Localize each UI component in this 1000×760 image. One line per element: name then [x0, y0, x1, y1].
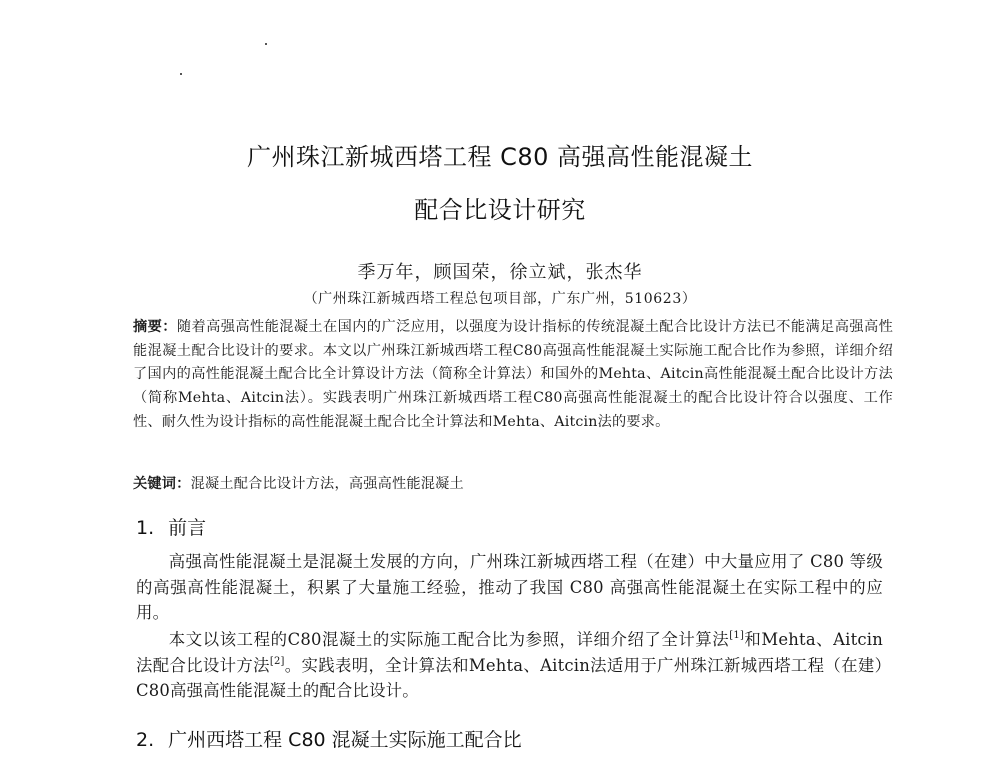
abstract	[133, 316, 893, 435]
section1-number: 1.	[136, 517, 155, 539]
reference-2: [2]	[269, 655, 285, 667]
section2-heading	[136, 725, 522, 752]
para2-text-c: 。实践表明，全计算法和Mehta、Aitcin法适用于广州珠江新城西塔工程（在建）C80高强高性能混凝土的配合比设计。	[136, 655, 883, 700]
abstract-text: 随着高强高性能混凝土在国内的广泛应用，以强度为设计指标的传统混凝土配合比设计方法已不能满足高强高性能混凝土配合比设计的要求。本文以广州珠江新城西塔工程C80高强高性能混凝土实际施工配合比作为参照，详细介绍了国内的高性能混凝土配合比全计算设计方法（简称全计算法）和国外的Mehta、Aitcin高性能混凝土配合比设计方法（简称Mehta、Aitcin法）。实践表明广州珠江新城西塔工程C80高强高性能混凝土的配合比设计符合以强度、工作性、耐久性为设计指标的高性能混凝土配合比全计算法和Mehta、Aitcin法的要求。	[133, 319, 893, 430]
section1-heading	[136, 513, 206, 540]
para2-text-b: 和Mehta、Aitcin法配合比设计方法	[136, 630, 883, 675]
keywords	[133, 473, 893, 493]
section1-paragraph2	[136, 627, 883, 704]
authors: 季万年，顾国荣，徐立斌，张杰华	[357, 262, 643, 283]
affiliation: （广州珠江新城西塔工程总包项目部，广东广州，510623）	[303, 291, 697, 307]
section2-title: 广州西塔工程 C80 混凝土实际施工配合比	[168, 729, 522, 751]
section1-paragraph1: 高强高性能混凝土是混凝土发展的方向，广州珠江新城西塔工程（在建）中大量应用了 C80 等级的高强高性能混凝土，积累了大量施工经验，推动了我国 C80 高强高性能混凝土在实际工程中的应用。	[136, 552, 883, 622]
paper-title-line2: 配合比设计研究	[414, 196, 586, 224]
section1-title: 前言	[168, 517, 207, 539]
scan-speck	[265, 43, 267, 45]
section2-number: 2.	[136, 729, 155, 751]
para2-text-a: 本文以该工程的C80混凝土的实际施工配合比为参照，详细介绍了全计算法	[168, 630, 730, 649]
keywords-text: 混凝土配合比设计方法，高强高性能混凝土	[190, 476, 464, 492]
abstract-label: 摘要：	[133, 319, 177, 335]
paper-title-line1: 广州珠江新城西塔工程 C80 高强高性能混凝土	[246, 143, 754, 171]
keywords-label: 关键词：	[133, 476, 191, 492]
reference-1: [1]	[729, 630, 745, 641]
scan-speck	[180, 73, 182, 75]
